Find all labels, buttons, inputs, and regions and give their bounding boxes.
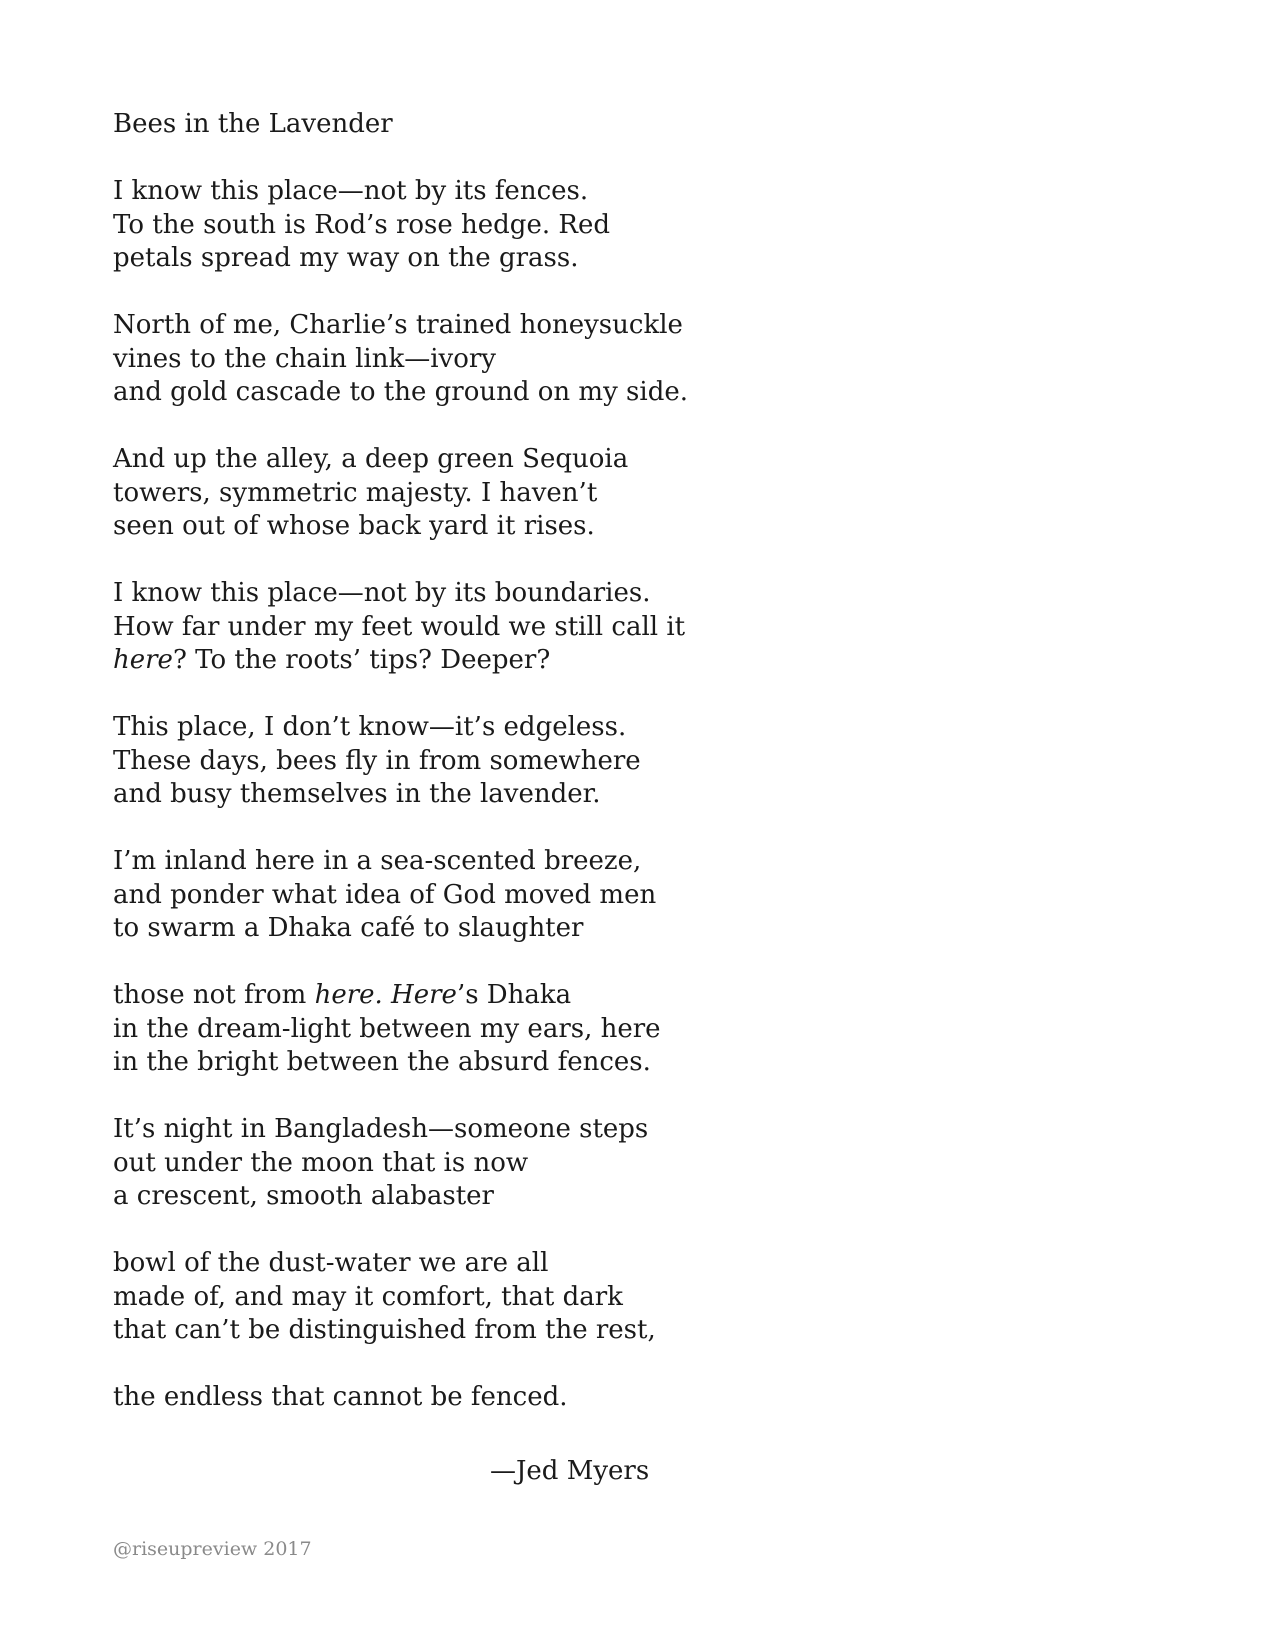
- stanza-9: [113, 1247, 1013, 1348]
- poem-line: I’m inland here in a sea-scented breeze,: [113, 846, 642, 876]
- poem-line: in the bright between the absurd fences.: [113, 1047, 651, 1077]
- poem-line: seen out of whose back yard it rises.: [113, 511, 595, 541]
- poem-line: It’s night in Bangladesh—someone steps: [113, 1114, 649, 1144]
- poem-line: To the south is Rod’s rose hedge. Red: [113, 209, 610, 240]
- stanza-10: [113, 1381, 1013, 1415]
- author-attribution: —Jed Myers: [490, 1456, 650, 1486]
- poem-line: petals spread my way on the grass.: [113, 243, 579, 273]
- copyright-footer: @riseupreview 2017: [113, 1538, 312, 1560]
- stanza-3: [113, 443, 1013, 544]
- poem-line: How far under my feet would we still call it: [113, 611, 686, 642]
- poem-line: that can’t be distinguished from the rest,: [113, 1315, 656, 1345]
- stanza-6: [113, 845, 1013, 946]
- poem-line: to swarm a Dhaka café to slaughter: [113, 913, 584, 943]
- poem-line: I know this place—not by its boundaries.: [113, 578, 651, 608]
- poem-line: And up the alley, a deep green Sequoia: [113, 444, 629, 474]
- stanza-7: [113, 979, 1013, 1080]
- poem-line: in the dream-light between my ears, here: [113, 1013, 661, 1044]
- poem-line: made of, and may it comfort, that dark: [113, 1281, 623, 1312]
- poem-line: and gold cascade to the ground on my side.: [113, 377, 688, 407]
- poem-line: North of me, Charlie’s trained honeysuckle: [113, 310, 683, 340]
- poem-line: vines to the chain link—ivory: [113, 343, 496, 374]
- poem-line: I know this place—not by its fences.: [113, 176, 589, 206]
- stanza-4: [113, 577, 1013, 678]
- poem-line: These days, bees fly in from somewhere: [113, 745, 641, 776]
- poem-line-mixed: [113, 644, 1013, 678]
- poem-line: This place, I don’t know—it’s edgeless.: [113, 712, 627, 742]
- stanza-2: [113, 309, 1013, 410]
- poem-line: the endless that cannot be fenced.: [113, 1382, 568, 1412]
- poem-title: Bees in the Lavender: [113, 109, 393, 139]
- stanza-1: [113, 175, 1013, 276]
- italic-word: here: [113, 645, 173, 675]
- poem-body: [113, 108, 1013, 1448]
- line-text: those not from: [113, 980, 315, 1010]
- poem-line: towers, symmetric majesty. I haven’t: [113, 477, 598, 508]
- italic-word: here. Here: [314, 980, 457, 1010]
- line-text: ’s Dhaka: [456, 980, 572, 1010]
- stanza-8: [113, 1113, 1013, 1214]
- poem-line: a crescent, smooth alabaster: [113, 1181, 494, 1211]
- poem-line: out under the moon that is now: [113, 1147, 529, 1178]
- poem-line: and busy themselves in the lavender.: [113, 779, 601, 809]
- stanza-5: [113, 711, 1013, 812]
- poem-line: and ponder what idea of God moved men: [113, 879, 657, 910]
- poem-line-mixed: [113, 979, 1013, 1013]
- line-text: ? To the roots’ tips? Deeper?: [172, 645, 551, 675]
- poem-line: bowl of the dust-water we are all: [113, 1248, 549, 1278]
